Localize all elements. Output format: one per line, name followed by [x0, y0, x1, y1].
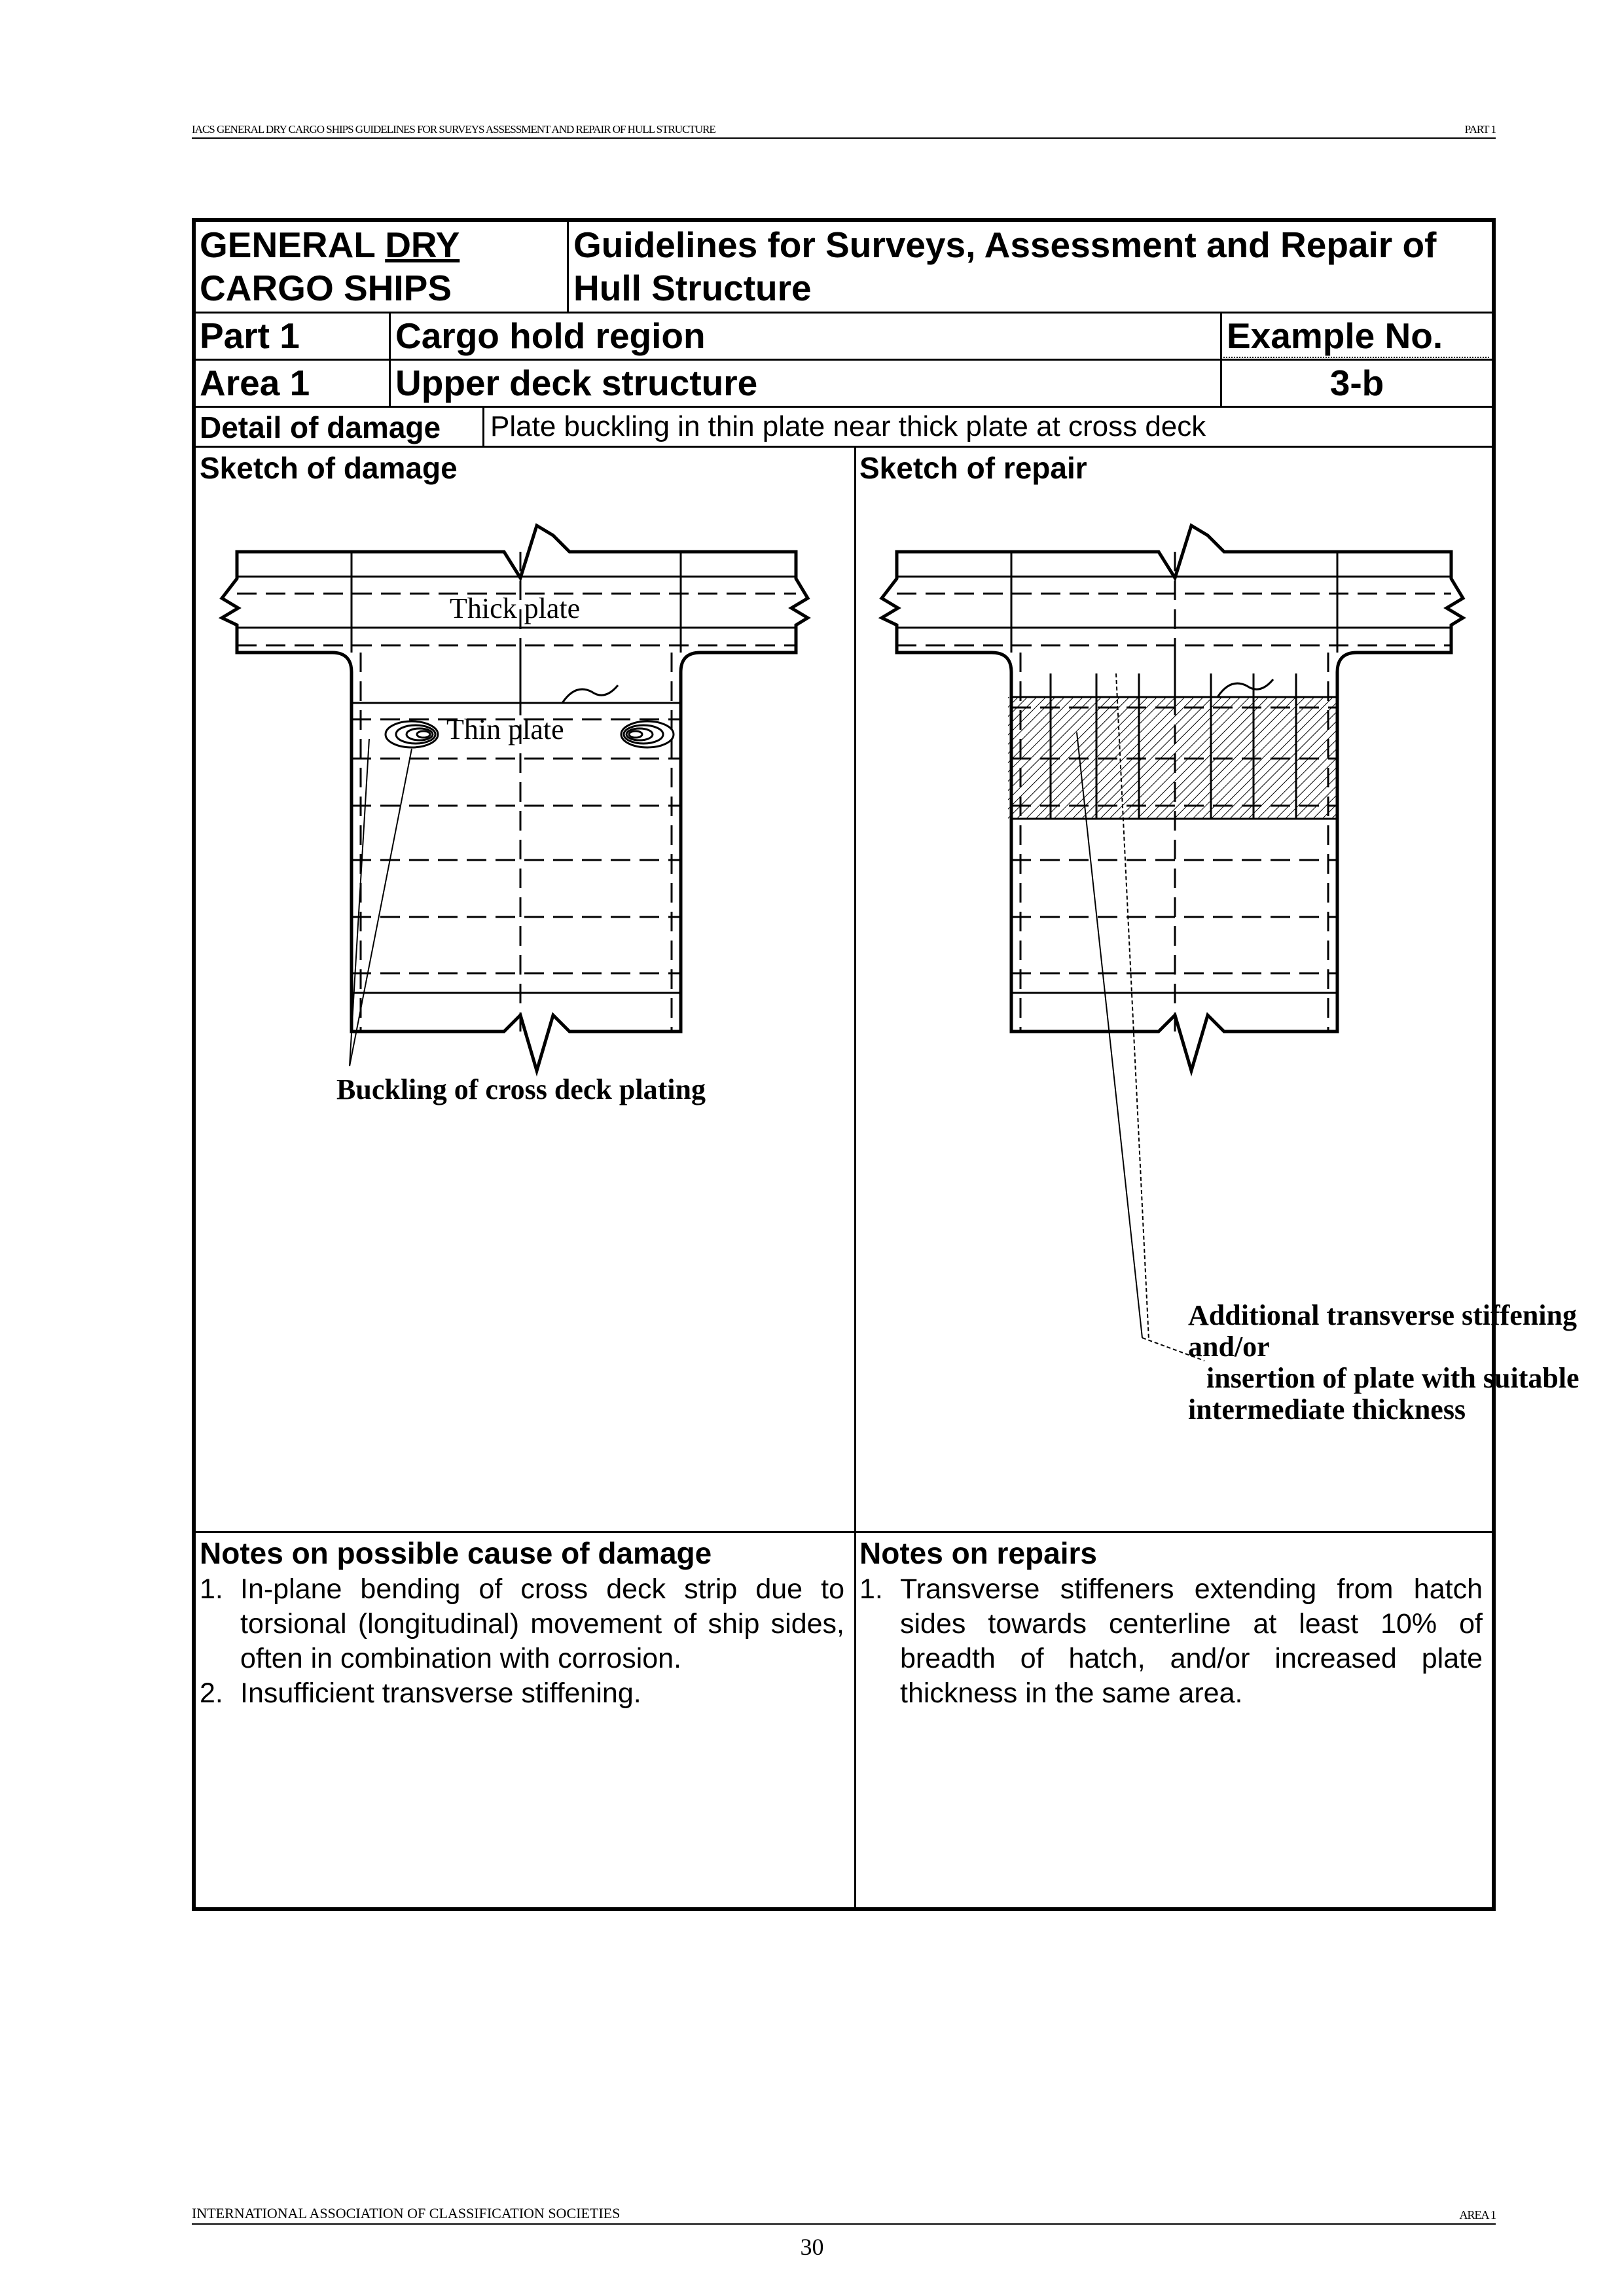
running-header-title: IACS GENERAL DRY CARGO SHIPS GUIDELINES FOR SURVEYS ASSESSMENT AND REPAIR OF HULL STRUCTURE — [192, 123, 715, 135]
notes-repair-title: Notes on repairs — [859, 1536, 1097, 1570]
example-label: Example No. — [1227, 315, 1443, 356]
label-buckling-callout: Buckling of cross deck plating — [336, 1073, 706, 1105]
notes-cause-list — [200, 1572, 844, 1711]
repair-sketch — [854, 222, 1579, 1531]
damage-example-form — [192, 218, 1579, 1911]
sketch-damage-title: Sketch of damage — [200, 451, 458, 485]
repair-callout-line-2: and/or — [1188, 1331, 1270, 1363]
guideline-title: Guidelines for Surveys, Assessment and Repair of Hull Structure — [573, 224, 1437, 308]
page-number: 30 — [800, 2234, 824, 2260]
notes-cause-item: 2. Insufficient transverse stiffening. — [200, 1677, 641, 1709]
notes-cause-item: 1. In-plane bending of cross deck strip due to torsional (longitudinal) movement of ship sides, often in combination with corrosion. — [200, 1573, 844, 1674]
detail-label: Detail of damage — [200, 410, 441, 444]
notes-repair-list — [859, 1572, 1483, 1711]
running-footer — [192, 2206, 1496, 2225]
area-value: Upper deck structure — [395, 363, 758, 403]
repair-callout-line-1: Additional transverse stiffening — [1188, 1299, 1577, 1331]
label-thick-plate: Thick plate — [450, 592, 581, 624]
notes-repair-item: 1. Transverse stiffeners extending from hatch sides towards centerline at least 10% of breadth of hatch, and/or increased plate thickness in the same area. — [859, 1573, 1483, 1709]
footer-area: AREA 1 — [1459, 2208, 1496, 2221]
example-number: 3-b — [1329, 363, 1384, 403]
area-label: Area 1 — [200, 363, 310, 403]
ship-type-title: GENERAL DRY CARGO SHIPS — [200, 224, 460, 308]
repair-callout-line-3: insertion of plate with suitable — [1206, 1362, 1579, 1394]
notes-cause-title: Notes on possible cause of damage — [200, 1536, 712, 1570]
label-thin-plate: Thin plate — [446, 713, 564, 745]
running-header-part: PART 1 — [1464, 123, 1496, 135]
repair-callout-line-4: intermediate thickness — [1188, 1393, 1466, 1426]
running-header — [192, 123, 1496, 139]
part-label: Part 1 — [200, 315, 300, 356]
part-value: Cargo hold region — [395, 315, 706, 356]
footer-organization: INTERNATIONAL ASSOCIATION OF CLASSIFICATION SOCIETIES — [192, 2205, 621, 2221]
sketch-repair-title: Sketch of repair — [859, 451, 1087, 485]
detail-value: Plate buckling in thin plate near thick plate at cross deck — [490, 410, 1206, 442]
